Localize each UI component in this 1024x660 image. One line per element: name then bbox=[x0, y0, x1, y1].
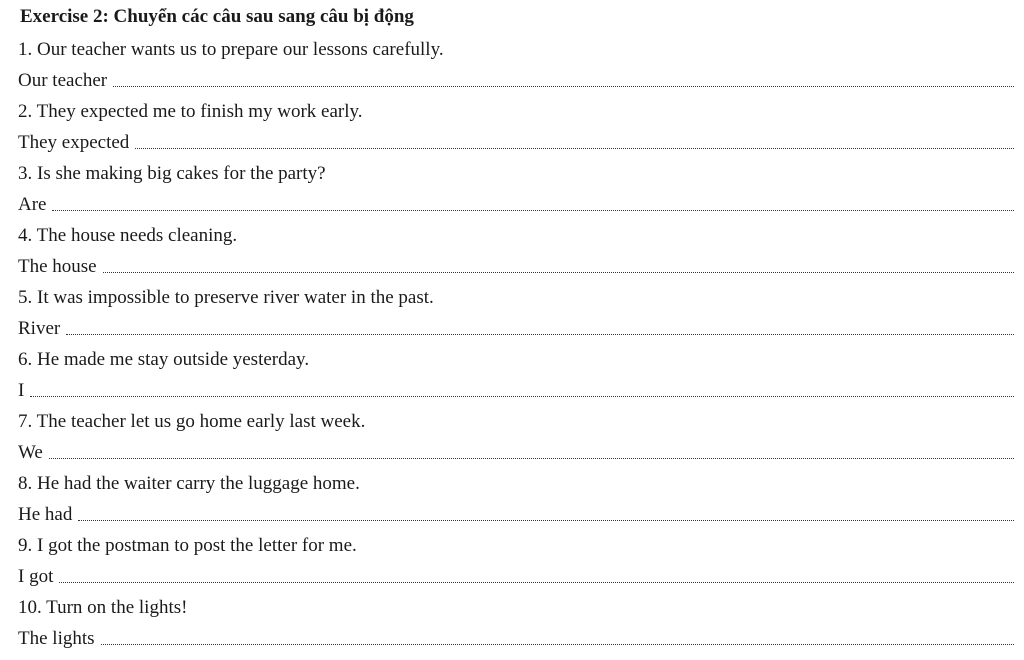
answer-row[interactable] bbox=[18, 251, 1018, 282]
answer-prompt: I got bbox=[18, 566, 54, 587]
question-text: 10. Turn on the lights! bbox=[18, 597, 188, 618]
answer-blank-line[interactable] bbox=[78, 520, 1014, 521]
question-text: 6. He made me stay outside yesterday. bbox=[18, 349, 310, 370]
exercise-title: Exercise 2: Chuyển các câu sau sang câu bị động bbox=[20, 6, 414, 27]
question-text: 3. Is she making big cakes for the party? bbox=[18, 163, 326, 184]
question-text: 4. The house needs cleaning. bbox=[18, 225, 238, 246]
answer-prompt: Are bbox=[18, 194, 47, 215]
exercise-item-7 bbox=[18, 406, 1018, 468]
answer-row[interactable] bbox=[18, 127, 1018, 158]
answer-prompt: Our teacher bbox=[18, 70, 108, 91]
answer-row[interactable] bbox=[18, 623, 1018, 654]
answer-blank-line[interactable] bbox=[113, 86, 1014, 87]
answer-blank-line[interactable] bbox=[59, 582, 1014, 583]
answer-row[interactable] bbox=[18, 499, 1018, 530]
answer-blank-line[interactable] bbox=[30, 396, 1014, 397]
exercise-item-3 bbox=[18, 158, 1018, 220]
answer-row[interactable] bbox=[18, 437, 1018, 468]
answer-blank-line[interactable] bbox=[103, 272, 1014, 273]
exercise-item-5 bbox=[18, 282, 1018, 344]
answer-blank-line[interactable] bbox=[52, 210, 1014, 211]
answer-prompt: They expected bbox=[18, 132, 130, 153]
answer-row[interactable] bbox=[18, 375, 1018, 406]
answer-prompt: He had bbox=[18, 504, 73, 525]
exercise-item-1 bbox=[18, 34, 1018, 96]
exercise-item-9 bbox=[18, 530, 1018, 592]
exercise-item-4 bbox=[18, 220, 1018, 282]
question-text: 9. I got the postman to post the letter for me. bbox=[18, 535, 357, 556]
answer-row[interactable] bbox=[18, 561, 1018, 592]
answer-prompt: River bbox=[18, 318, 61, 339]
exercise-item-2 bbox=[18, 96, 1018, 158]
question-text: 5. It was impossible to preserve river water in the past. bbox=[18, 287, 434, 308]
exercise-item-10 bbox=[18, 592, 1018, 654]
answer-row[interactable] bbox=[18, 313, 1018, 344]
exercise-item-6 bbox=[18, 344, 1018, 406]
answer-blank-line[interactable] bbox=[66, 334, 1014, 335]
answer-prompt: The lights bbox=[18, 628, 95, 649]
question-text: 7. The teacher let us go home early last week. bbox=[18, 411, 366, 432]
question-text: 8. He had the waiter carry the luggage home. bbox=[18, 473, 360, 494]
question-text: 1. Our teacher wants us to prepare our lessons carefully. bbox=[18, 39, 444, 60]
answer-blank-line[interactable] bbox=[101, 644, 1014, 645]
question-text: 2. They expected me to finish my work early. bbox=[18, 101, 363, 122]
exercise-item-8 bbox=[18, 468, 1018, 530]
answer-prompt: The house bbox=[18, 256, 97, 277]
answer-blank-line[interactable] bbox=[49, 458, 1014, 459]
answer-prompt: I bbox=[18, 380, 25, 401]
answer-row[interactable] bbox=[18, 65, 1018, 96]
answer-prompt: We bbox=[18, 442, 43, 463]
answer-blank-line[interactable] bbox=[135, 148, 1014, 149]
answer-row[interactable] bbox=[18, 189, 1018, 220]
